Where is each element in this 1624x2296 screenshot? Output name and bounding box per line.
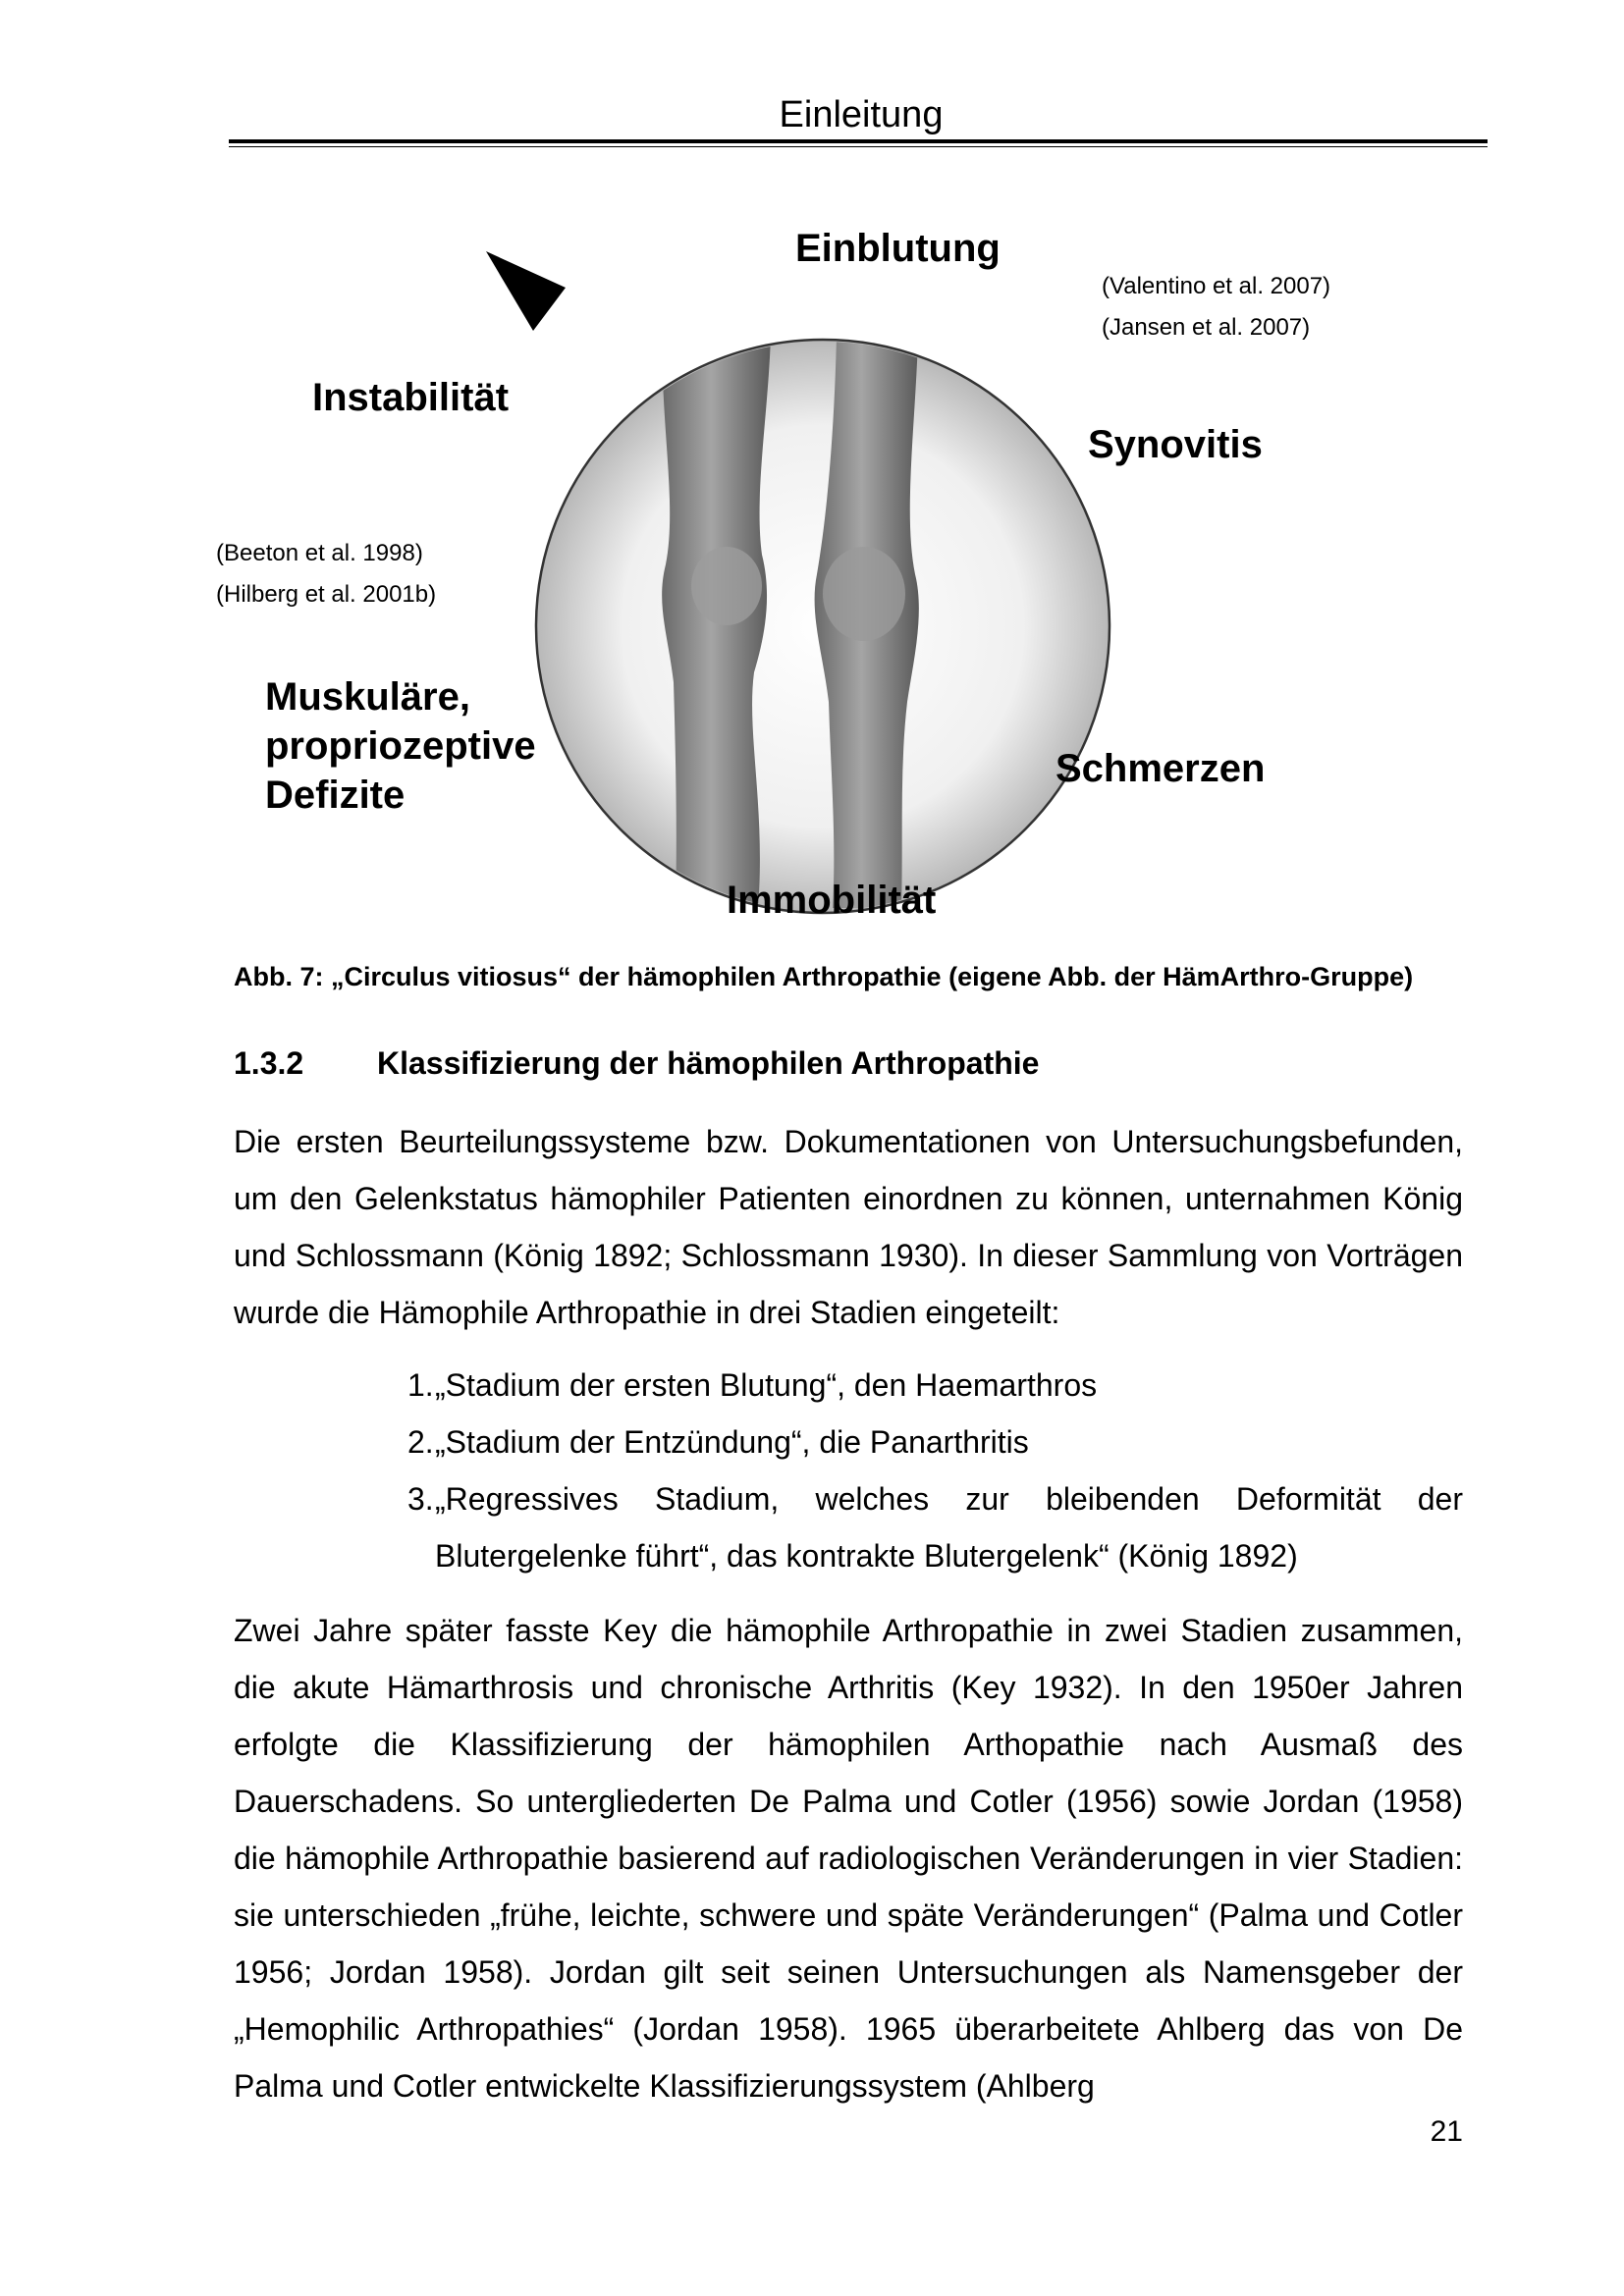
- right-kneecap: [823, 547, 905, 641]
- section-heading: [234, 1045, 1039, 1082]
- label-synovitis: Synovitis: [1088, 423, 1263, 466]
- label-einblutung: Einblutung: [795, 227, 1001, 270]
- cycle-arrowhead: [486, 251, 566, 331]
- section-title: Klassifizierung der hämophilen Arthropathie: [377, 1045, 1040, 1081]
- label-line: propriozeptive: [265, 724, 536, 768]
- list-text: „Regressives Stadium, welches zur bleibenden Deformität der Blutergelenke führt“, das kontrakte Blutergelenk“ (König 1892): [435, 1481, 1463, 1574]
- list-number: 2.: [407, 1424, 434, 1460]
- citation: (Valentino et al. 2007): [1102, 273, 1331, 299]
- section-number: 1.3.2: [234, 1045, 304, 1081]
- citation: (Beeton et al. 1998): [216, 540, 423, 566]
- list-number: 1.: [407, 1367, 434, 1403]
- header-rule-thin: [229, 146, 1488, 147]
- paragraph: Zwei Jahre später fasste Key die hämophile Arthropathie in zwei Stadien zusammen, die akute Hämarthrosis und chronische Arthritis (Key 1932). In den 1950er Jahren erfolgte die Klassifizierung der hämophilen Arthopathie nach Ausmaß des Dauerschadens. So untergliederten De Palma und Cotler (1956) sowie Jordan (1958) die hämophile Arthropathie basierend auf radiologischen Veränderungen in vier Stadien: sie unterschieden „frühe, leichte, schwere und späte Veränderungen“ (Palma und Cotler 1956; Jordan 1958). Jordan gilt seit seinen Untersuchungen als Namensgeber der „Hemophilic Arthropathies“ (Jordan 1958). 1965 überarbeitete Ahlberg das von De Palma und Cotler entwickelte Klassifizierungssystem (Ahlberg: [234, 1613, 1463, 2104]
- list-item: [407, 1470, 1463, 1584]
- list-item: [407, 1357, 1463, 1414]
- label-muskulaere-defizite: [265, 672, 536, 820]
- list-text: „Stadium der ersten Blutung“, den Haemarthros: [435, 1367, 1098, 1403]
- citation: (Jansen et al. 2007): [1102, 314, 1311, 341]
- page-number: 21: [1430, 2115, 1463, 2148]
- figure-caption: Abb. 7: „Circulus vitiosus“ der hämophilen Arthropathie (eigene Abb. der HämArthro-Gruppe): [234, 962, 1414, 991]
- header-rule: [229, 139, 1488, 143]
- running-header: Einleitung: [779, 94, 944, 135]
- citation: (Hilberg et al. 2001b): [216, 581, 437, 608]
- list-text: „Stadium der Entzündung“, die Panarthritis: [435, 1424, 1029, 1460]
- left-kneecap: [691, 547, 762, 625]
- list-item: [407, 1414, 1463, 1470]
- paragraph: Die ersten Beurteilungssysteme bzw. Dokumentationen von Untersuchungsbefunden, um den Gelenkstatus hämophiler Patienten einordnen zu können, unternahmen König und Schlossmann (König 1892; Schlossmann 1930). In dieser Sammlung von Vorträgen wurde die Hämophile Arthropathie in drei Stadien eingeteilt:: [234, 1124, 1463, 1330]
- stages-list: [407, 1357, 1463, 1584]
- list-number: 3.: [407, 1481, 434, 1517]
- label-immobilitaet: Immobilität: [727, 879, 937, 922]
- label-line: Muskuläre,: [265, 675, 470, 719]
- label-schmerzen: Schmerzen: [1056, 747, 1266, 790]
- label-line: Defizite: [265, 774, 406, 817]
- label-instabilitaet: Instabilität: [312, 376, 510, 419]
